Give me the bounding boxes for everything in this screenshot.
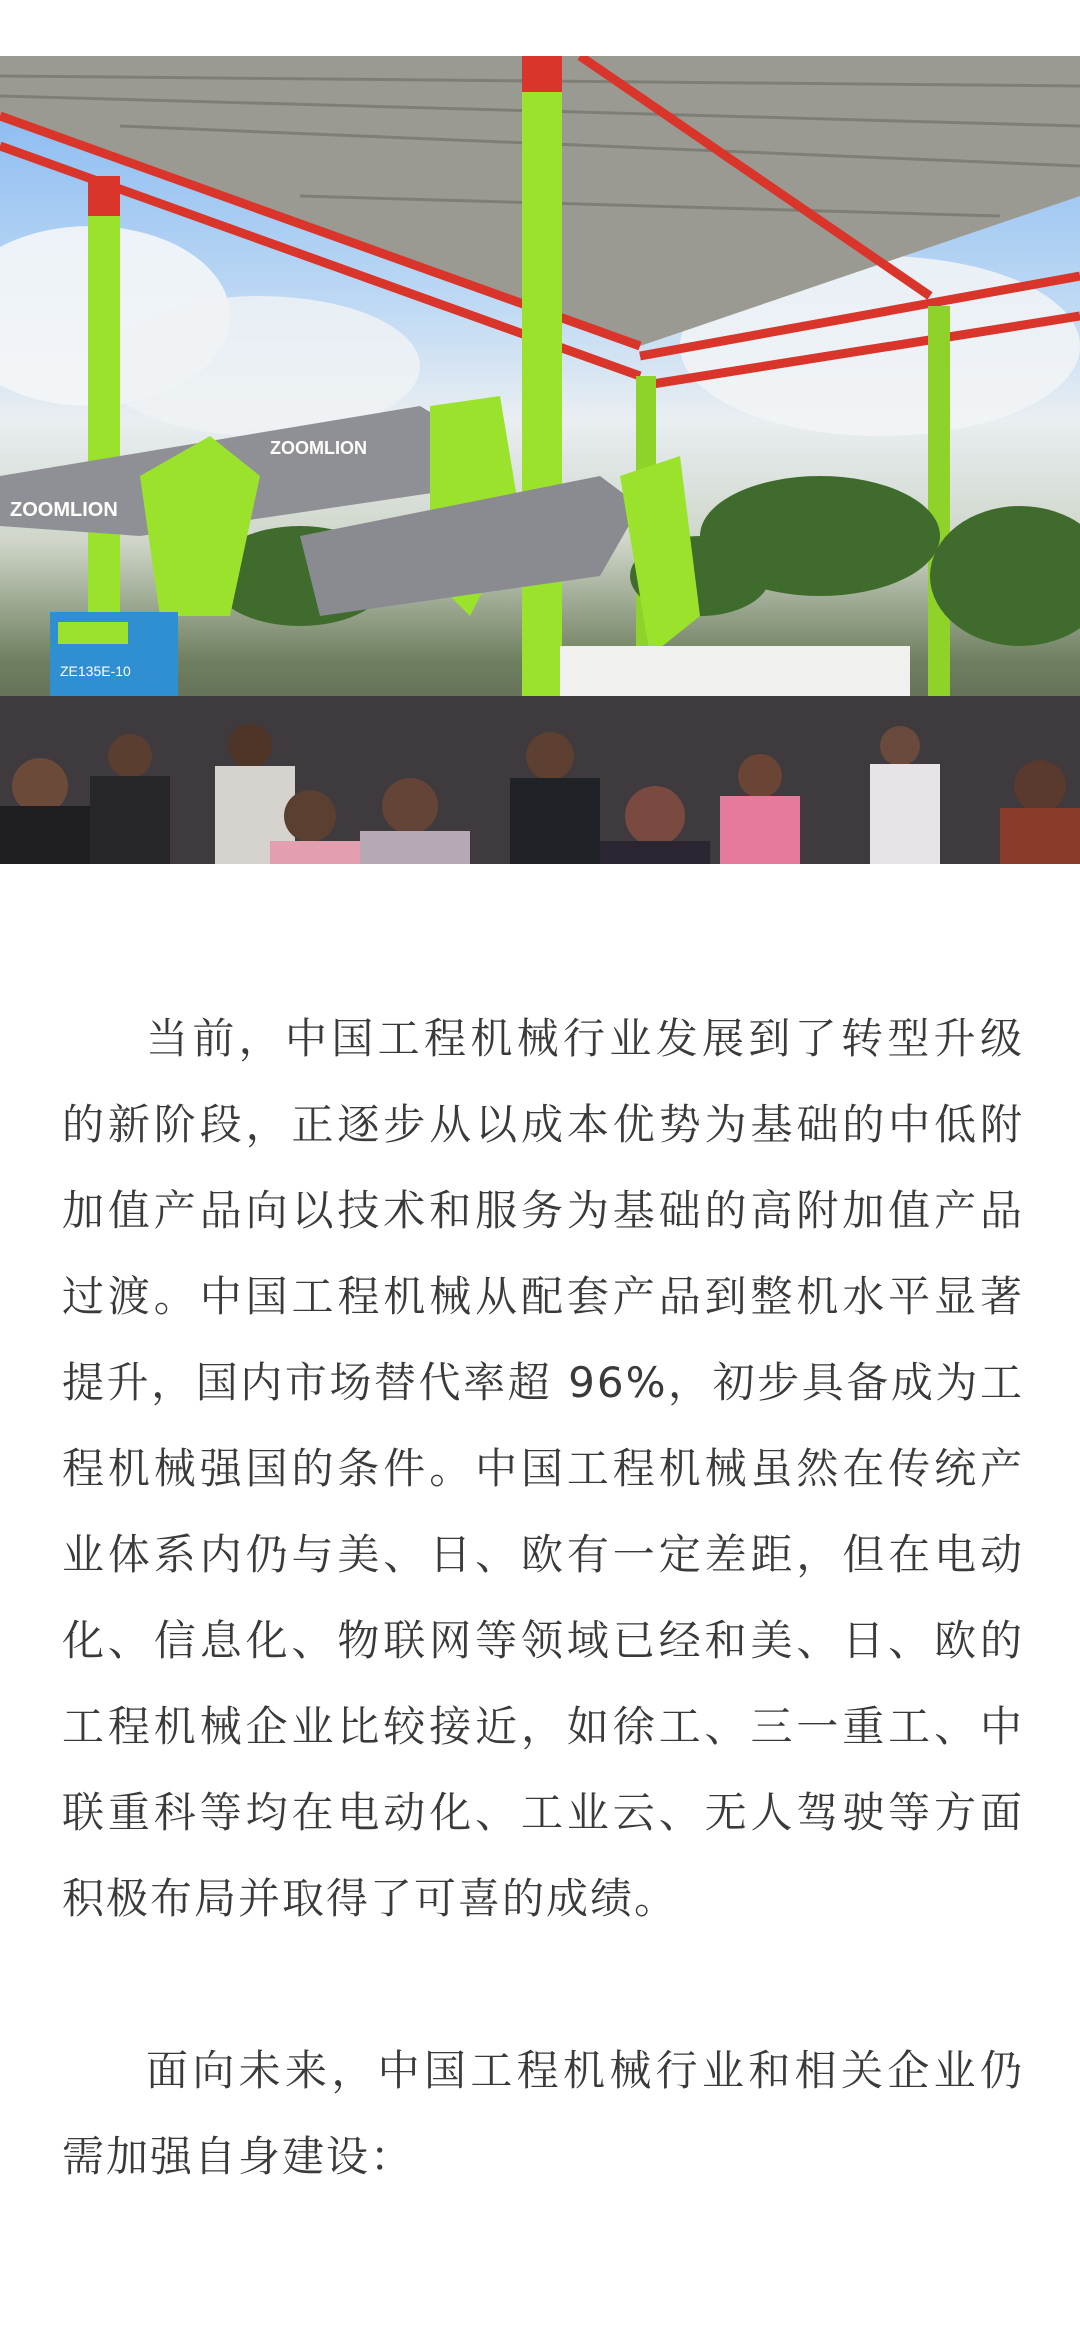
svg-text:ZOOMLION: ZOOMLION bbox=[10, 499, 118, 521]
svg-text:ZOOMLION: ZOOMLION bbox=[270, 438, 367, 458]
svg-text:ZE135E-10: ZE135E-10 bbox=[60, 663, 131, 679]
article-paragraph-2: 面向未来，中国工程机械行业和相关企业仍需加强自身建设： bbox=[62, 2046, 1024, 2181]
article-body bbox=[62, 996, 1024, 2200]
article-paragraph-1: 当前，中国工程机械行业发展到了转型升级的新阶段，正逐步从以成本优势为基础的中低附加值产品向以技术和服务为基础的高附加值产品过渡。中国工程机械从配套产品到整机水平显著提升，国内市场替代率超 96%，初步具备成为工程机械强国的条件。中国工程机械虽然在传统产业体系内仍与美、日、欧有一定差距，但在电动化、信息化、物联网等领域已经和美、日、欧的工程机械企业比较接近，如徐工、三一重工、中联重科等均在电动化、工业云、无人驾驶等方面积极布局并取得了可喜的成绩。 bbox=[62, 1014, 1024, 1923]
header-photo bbox=[0, 56, 1080, 864]
